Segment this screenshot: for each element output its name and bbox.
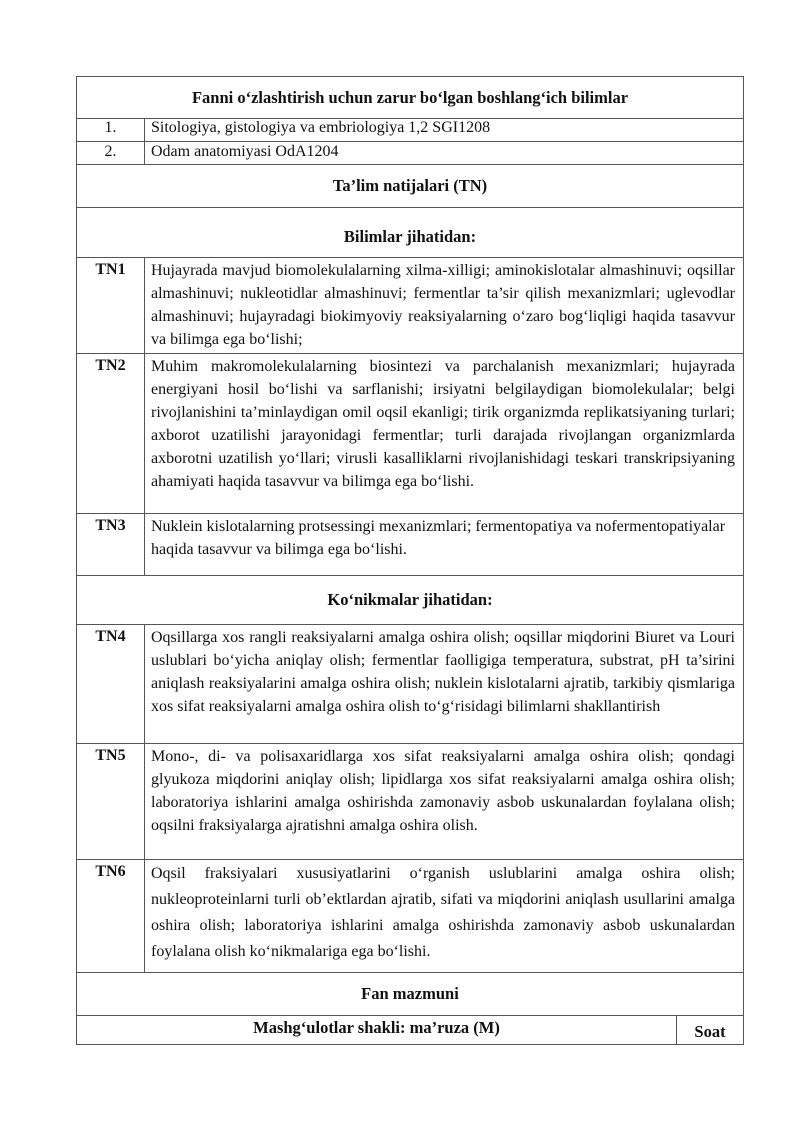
- outcome-text: Mono-, di- va polisaxaridlarga xos sifat reaksiyalarni amalga oshira olish; qondagi glyukoza miqdorini aniqlay olish; lipidlarga xos sifat reaksiyalarni amalga oshira olish; laboratoriya ishlarini amalga oshirishda zamonaviy asbob uskunalardan foylalana olish; oqsilni fraksiyalarga ajratishni amalga oshira olish.: [151, 748, 735, 834]
- prerequisite-row: [76, 118, 744, 142]
- outcome-row-tn5: [76, 744, 744, 860]
- skills-heading: [76, 576, 744, 625]
- prerequisite-number: 1.: [77, 118, 145, 141]
- outcome-text: Oqsil fraksiyalari xususiyatlarini o‘rganish uslublarini amalga oshira olish; nukleoproteinlarni turli ob’ektlardan ajratib, sifati va miqdorini aniqlash usullarini amalga oshira olish; laboratoriya ishlarini amalga oshirishda zamonaviy asbob uskunalardan foylalana olish ko‘nikmalariga ega bo‘lishi.: [151, 865, 735, 960]
- outcome-text: Hujayrada mavjud biomolekulalarning xilma-xilligi; aminokislotalar almashinuvi; oqsillar almashinuvi; nukleotidlar almashinuvi; fermentlar ta’sir qilish mexanizmlari; uglevodlar almashinuvi; hujayradagi biokimyoviy reaksiyalarning o‘zaro bog‘liqligi haqida tasavvur va bilimga ega bo‘lishi;: [151, 262, 735, 348]
- outcome-row-tn4: [76, 625, 744, 744]
- outcome-row-tn6: [76, 860, 744, 973]
- outcome-code: TN5: [77, 744, 145, 859]
- prerequisite-number: 2.: [77, 142, 145, 164]
- outcome-text: Muhim makromolekulalarning biosintezi va parchalanish mexanizmlari; hujayrada energiyani hosil bo‘lishi va sarflanishi; irsiyatni belgilaydigan biomolekulalar; belgi rivojlanishini ta’minlaydigan omil oqsil ekanligi; tirik organizmda replikatsiyaning turlari; axborot uzatilishi jarayonidagi fermentlar; turli darajada rivojlangan organizmlarda axborotni uzatilish yo‘llari; virusli kasalliklarni rivojlanishidagi teskari transkripsiyaning ahamiyati haqida tasavvur va bilimga ega bo‘lishi.: [151, 358, 735, 490]
- prerequisite-text: Odam anatomiyasi OdA1204: [151, 143, 339, 160]
- prerequisites-heading: [76, 76, 744, 119]
- content-heading: [76, 973, 744, 1016]
- outcome-code: TN1: [77, 258, 145, 353]
- outcome-code: TN4: [77, 625, 145, 743]
- outcomes-heading: [76, 165, 744, 208]
- prerequisite-text: Sitologiya, gistologiya va embriologiya 1,2 SGI1208: [151, 119, 491, 136]
- outcome-text: Oqsillarga xos rangli reaksiyalarni amalga oshira olish; oqsillar miqdorini Biuret va Louri uslublari bo‘yicha aniqlay olish; fermentlar faolligiga temperatura, substrat, pH ta’sirini aniqlash reaksiyalarini amalga oshira olish; nuklein kislotalarni ajratib, tarkibiy qismlariga xos sifat reaksiyalarni amalga oshira olish to‘g‘risidagi bilimlarni shakllantirish: [151, 629, 735, 715]
- prerequisites-heading-text: Fanni o‘zlashtirish uchun zarur bo‘lgan boshlang‘ich bilimlar: [191, 87, 629, 107]
- knowledge-heading-text: Bilimlar jihatidan:: [343, 226, 477, 246]
- outcome-row-tn2: [76, 354, 744, 514]
- outcome-code: TN3: [77, 514, 145, 575]
- knowledge-heading: [76, 208, 744, 258]
- skills-heading-text: Ko‘nikmalar jihatidan:: [327, 590, 493, 609]
- hours-label: Soat: [694, 1022, 726, 1041]
- outcome-text: Nuklein kislotalarning protsessingi mexanizmlari; fermentopatiya va nofermentopatiyalar haqida tasavvur va bilimga ega bo‘lishi.: [151, 518, 726, 558]
- content-heading-text: Fan mazmuni: [361, 984, 459, 1003]
- outcome-row-tn1: [76, 258, 744, 354]
- outcomes-heading-text: Ta’lim natijalari (TN): [332, 176, 488, 195]
- lecture-form-label: Mashg‘ulotlar shakli: ma’ruza (M): [77, 1016, 677, 1044]
- lecture-header-row: [76, 1016, 744, 1045]
- outcome-code: TN2: [77, 354, 145, 513]
- outcome-code: TN6: [77, 860, 145, 972]
- outcome-row-tn3: [76, 514, 744, 576]
- prerequisite-row: [76, 142, 744, 165]
